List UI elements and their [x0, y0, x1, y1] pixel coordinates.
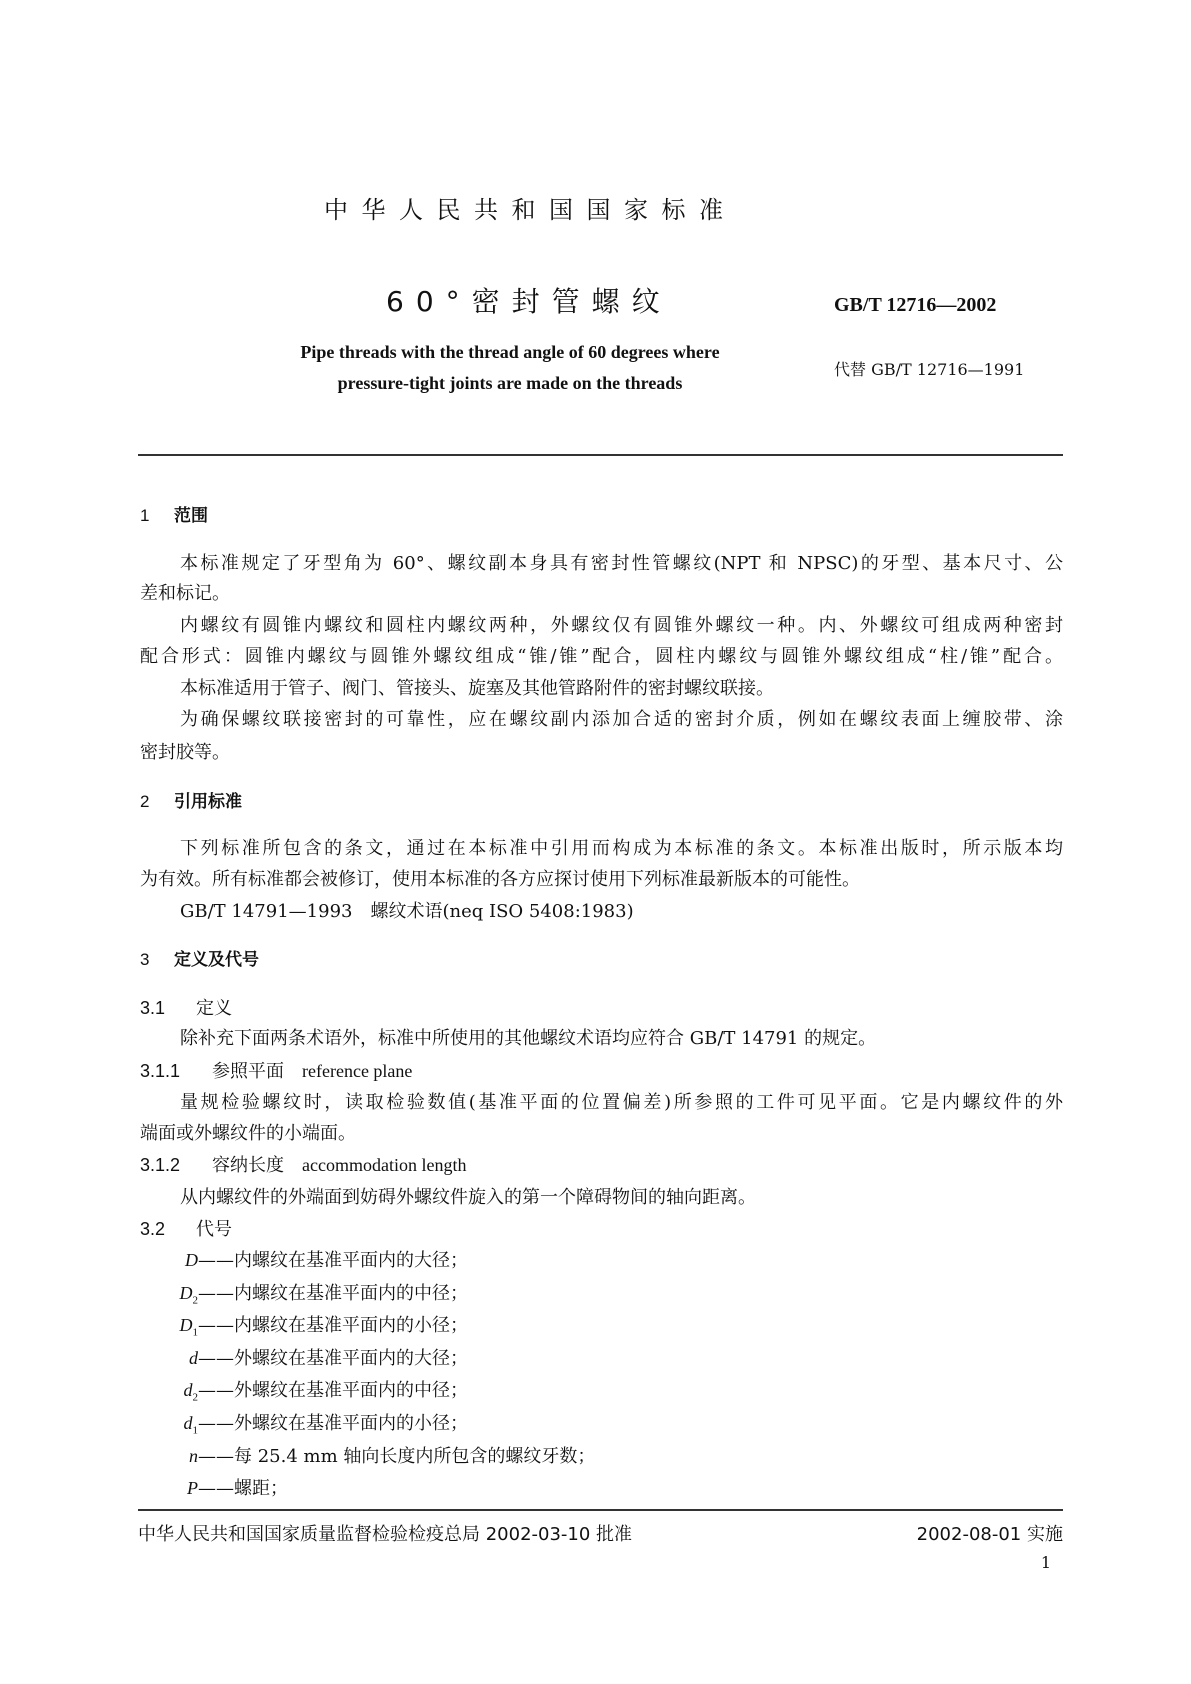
paragraph-line: 差和标记。: [140, 583, 230, 604]
symbol-item: $D_2——$内螺纹在基准平面内的中径；: [179, 1283, 468, 1307]
symbol-item: $d_2——$外螺纹在基准平面内的中径；: [183, 1380, 468, 1404]
section-3-1-2-heading: 3.1.2 容纳长度 accommodation length: [140, 1155, 467, 1176]
symbol-item: n——每 25.4 mm 轴向长度内所包含的螺纹牙数；: [189, 1446, 596, 1467]
symbol-item: d——外螺纹在基准平面内的大径；: [189, 1348, 468, 1369]
footer-rule: [138, 1509, 1063, 1511]
header-rule: [138, 454, 1063, 456]
section-3-1-heading: 3.1 定义: [140, 998, 232, 1019]
symbol-item: $d_1——$外螺纹在基准平面内的小径；: [183, 1413, 468, 1437]
section-1-heading: 1 范围: [140, 506, 208, 526]
symbol-item: D——内螺纹在基准平面内的大径；: [185, 1250, 468, 1271]
document-title: 60°密封管螺纹: [386, 285, 672, 318]
section-3-2-heading: 3.2 代号: [140, 1219, 232, 1240]
paragraph-line: 为有效。所有标准都会被修订，使用本标准的各方应探讨使用下列标准最新版本的可能性。: [140, 869, 860, 890]
section-3-heading: 3 定义及代号: [140, 950, 259, 970]
approval-line: 中华人民共和国国家质量监督检验检疫总局 2002-03-10 批准: [138, 1524, 633, 1545]
paragraph-line: 端面或外螺纹件的小端面。: [140, 1123, 356, 1144]
paragraph-line: 本标准适用于管子、阀门、管接头、旋塞及其他管路附件的密封螺纹联接。: [180, 678, 774, 699]
replaces-standard: 代替 GB/T 12716—1991: [834, 360, 1025, 379]
normative-reference: GB/T 14791—1993 螺纹术语(neq ISO 5408:1983): [180, 901, 634, 922]
section-3-1-1-heading: 3.1.1 参照平面 reference plane: [140, 1061, 413, 1082]
paragraph-line: 量规检验螺纹时，读取检验数值(基准平面的位置偏差)所参照的工件可见平面。它是内螺纹件的外: [180, 1092, 1063, 1113]
english-title-line-2: pressure-tight joints are made on the threads: [337, 373, 683, 393]
paragraph-line: 内螺纹有圆锥内螺纹和圆柱内螺纹两种，外螺纹仅有圆锥外螺纹一种。内、外螺纹可组成两种密封: [180, 615, 1063, 636]
paragraph-line: 为确保螺纹联接密封的可靠性，应在螺纹副内添加合适的密封介质，例如在螺纹表面上缠胶带、涂: [180, 709, 1063, 730]
paragraph-line: 下列标准所包含的条文，通过在本标准中引用而构成为本标准的条文。本标准出版时，所示版本均: [180, 838, 1063, 859]
symbol-item: $D_1——$内螺纹在基准平面内的小径；: [179, 1315, 468, 1339]
paragraph-line: 从内螺纹件的外端面到妨碍外螺纹件旋入的第一个障碍物间的轴向距离。: [180, 1187, 756, 1208]
symbol-item: P——螺距；: [187, 1478, 288, 1499]
paragraph-line: 除补充下面两条术语外，标准中所使用的其他螺纹术语均应符合 GB/T 14791 的规定。: [180, 1028, 877, 1049]
standard-number: GB/T 12716—2002: [834, 294, 997, 316]
implementation-date: 2002-08-01 实施: [916, 1524, 1063, 1545]
section-2-heading: 2 引用标准: [140, 792, 242, 812]
paragraph-line: 配合形式：圆锥内螺纹与圆锥外螺纹组成“锥/锥”配合，圆柱内螺纹与圆锥外螺纹组成“柱/锥”配合。: [140, 646, 1063, 667]
english-title-line-1: Pipe threads with the thread angle of 60 degrees where: [300, 342, 720, 362]
paragraph-line: 密封胶等。: [140, 742, 230, 763]
paragraph-line: 本标准规定了牙型角为 60°、螺纹副本身具有密封性管螺纹(NPT 和 NPSC)的牙型、基本尺寸、公: [180, 553, 1063, 574]
national-standard-heading: 中华人民共和国国家标准: [324, 196, 737, 224]
page-number: 1: [1040, 1553, 1051, 1572]
